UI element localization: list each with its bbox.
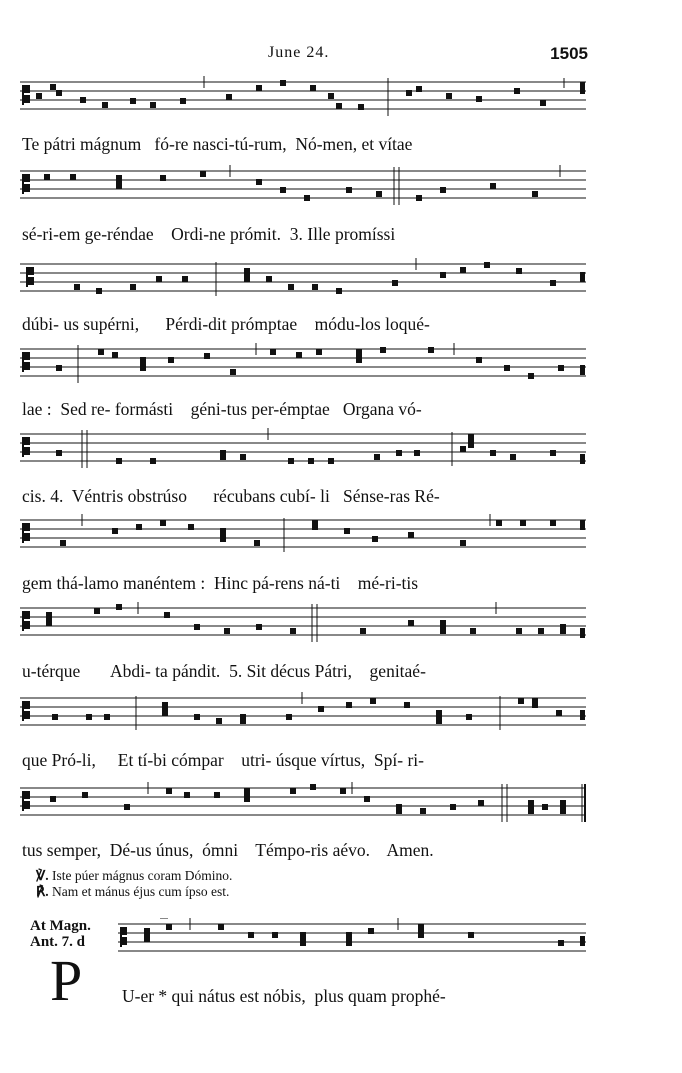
lyric-segment: módu-los loqué-	[314, 314, 430, 334]
chant-staff-8	[20, 692, 586, 736]
chant-staff-3	[20, 258, 586, 302]
lyric-segment: Spí- ri-	[373, 750, 424, 770]
chant-staff-10	[118, 918, 586, 962]
chant-staff-5	[20, 428, 586, 472]
lyric-line-4	[22, 399, 588, 420]
lyric-segment: ómni	[202, 840, 239, 860]
chant-staff-7	[20, 602, 586, 646]
response	[36, 884, 232, 900]
lyric-segment: géni-tus per-émptae	[190, 399, 330, 419]
response-symbol: ℟.	[36, 884, 49, 899]
lyric-segment: Sed re- formásti	[60, 399, 174, 419]
lyric-segment: fó-re nasci-tú-rum,	[154, 134, 287, 154]
lyric-line-9	[22, 840, 588, 861]
chant-staff-4	[20, 343, 586, 387]
lyric-segment: Dé-us únus,	[109, 840, 194, 860]
versicle-response	[36, 868, 232, 900]
running-title: June 24.	[268, 44, 330, 61]
lyric-segment: Hinc pá-rens ná-ti	[213, 573, 341, 593]
lyric-line-6	[22, 573, 588, 594]
lyric-segment: Te pátri mágnum	[22, 134, 142, 154]
lyric-line-7	[22, 661, 588, 682]
lyric-line-1	[22, 134, 588, 155]
antiphon-label-line: At Magn.	[30, 918, 91, 934]
lyric-segment: 5. Sit décus Pátri,	[229, 661, 353, 681]
antiphon-label	[30, 918, 91, 950]
chant-staff-2	[20, 165, 586, 209]
lyric-segment: tus semper,	[22, 840, 102, 860]
lyric-segment: Abdi- ta pándit.	[109, 661, 221, 681]
chant-staff-1	[20, 76, 586, 120]
lyric-segment: lae :	[22, 399, 52, 419]
lyric-segment: gem thá-lamo manéntem :	[22, 573, 206, 593]
lyric-segment: Organa vó-	[342, 399, 422, 419]
page-header	[0, 44, 682, 68]
lyric-segment: 3. Ille promíssi	[289, 224, 396, 244]
lyric-segment: Véntris obstrúso	[71, 486, 187, 506]
lyric-segment: Et tí-bi cómpar	[117, 750, 224, 770]
lyric-segment: sé-ri-em ge-réndae	[22, 224, 154, 244]
lyric-segment: utri- úsque vírtus,	[241, 750, 366, 770]
chant-staff-6	[20, 514, 586, 558]
lyric-segment: Nó-men, et vítae	[295, 134, 413, 154]
lyric-segment: mé-ri-tis	[357, 573, 419, 593]
lyric-line-2	[22, 224, 588, 245]
lyric-segment: Sénse-ras Ré-	[342, 486, 440, 506]
lyric-segment: Amen.	[386, 840, 434, 860]
chant-staff-9	[20, 782, 586, 826]
lyric-segment: dúbi- us supérni,	[22, 314, 140, 334]
lyric-segment: genitaé-	[369, 661, 426, 681]
versicle-text: Iste púer mágnus coram Dómino.	[52, 868, 233, 883]
lyric-line-5	[22, 486, 588, 507]
decorated-initial: P	[50, 948, 83, 1013]
page-number: 1505	[550, 44, 588, 63]
lyric-segment: Pérdi-dit prómptae	[165, 314, 298, 334]
lyric-segment: Ordi-ne prómit.	[171, 224, 281, 244]
antiphon-text: U-er * qui nátus est nóbis, plus quam prophé-	[122, 986, 446, 1006]
versicle-symbol: ℣.	[36, 868, 49, 883]
antiphon-label-line: Ant. 7. d	[30, 934, 86, 950]
lyric-segment: Témpo-ris aévo.	[255, 840, 370, 860]
lyric-segment: que Pró-li,	[22, 750, 96, 770]
lyric-line-8	[22, 750, 588, 771]
versicle	[36, 868, 232, 884]
lyric-line-3	[22, 314, 588, 335]
lyric-segment: cis. 4.	[22, 486, 64, 506]
lyric-segment: u-térque	[22, 661, 81, 681]
lyric-segment: récubans cubí- li	[213, 486, 330, 506]
response-text: Nam et mánus éjus cum ípso est.	[52, 884, 230, 899]
